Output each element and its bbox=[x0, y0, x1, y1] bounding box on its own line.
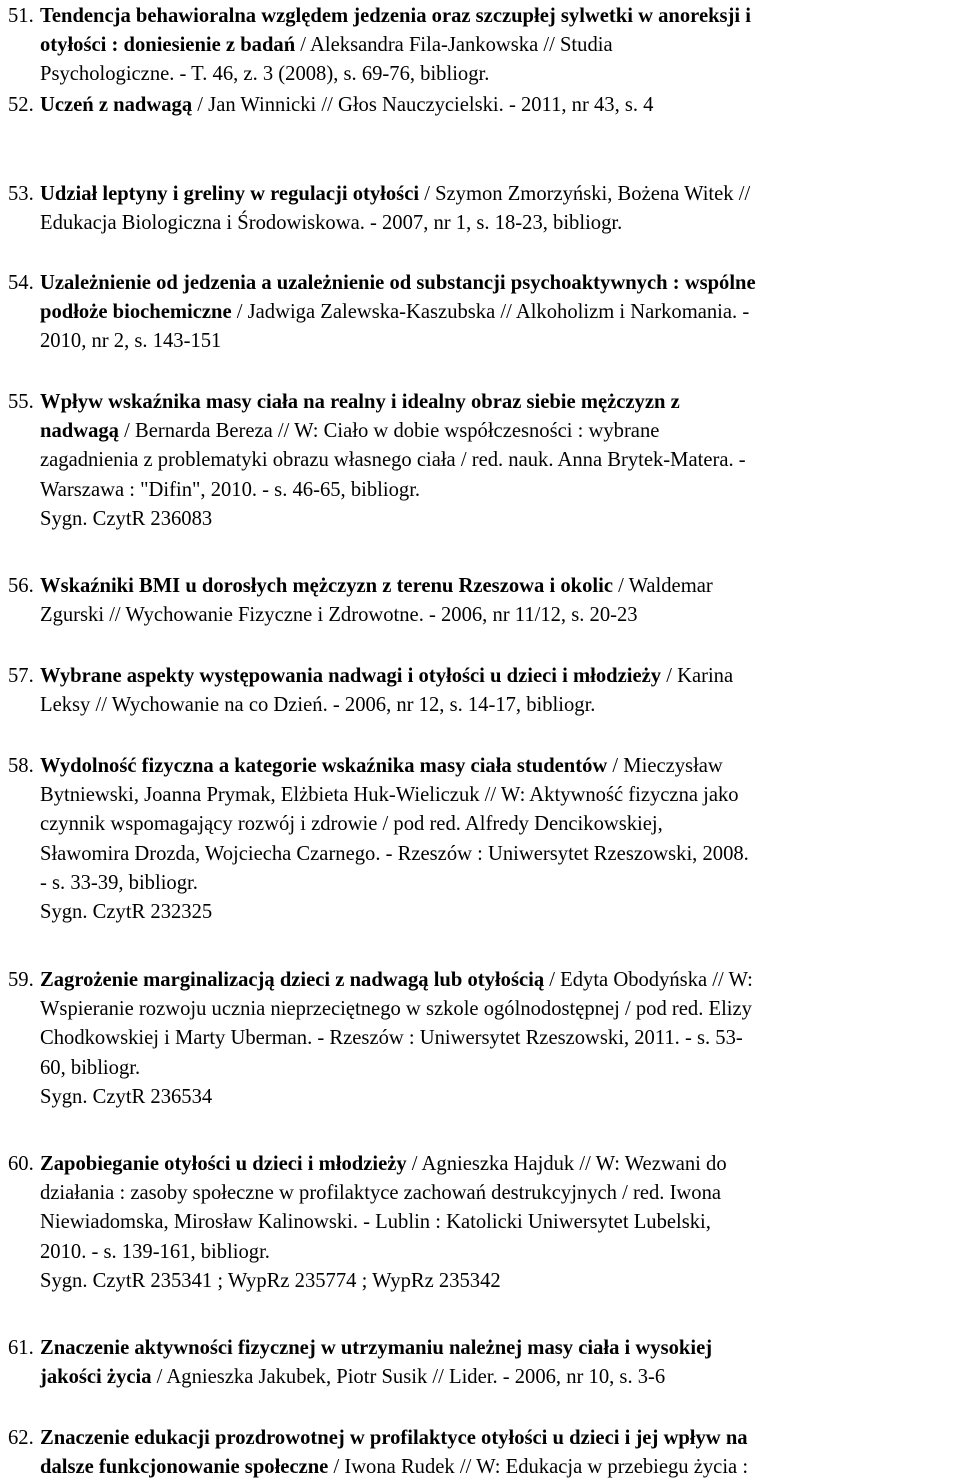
entry-line bbox=[8, 781, 956, 810]
entry-line bbox=[8, 1054, 956, 1083]
entry-number: 58. bbox=[8, 755, 34, 777]
entry-line bbox=[8, 840, 956, 869]
entry-title: Zapobieganie otyłości u dzieci i młodzieży bbox=[40, 1153, 407, 1175]
bibliography-entry bbox=[8, 1424, 956, 1482]
entry-line bbox=[8, 869, 956, 898]
entry-line bbox=[8, 752, 956, 781]
entry-line bbox=[8, 446, 956, 475]
entry-details: Sygn. CzytR 235341 ; WypRz 235774 ; WypRz 235342 bbox=[40, 1269, 501, 1292]
entry-line bbox=[8, 2, 956, 31]
entry-line bbox=[8, 1179, 956, 1208]
entry-details: 60, bibliogr. bbox=[40, 1056, 141, 1079]
entry-details: Wspieranie rozwoju ucznia nieprzeciętnego w szkole ogólnodostępnej / pod red. Elizy bbox=[40, 998, 752, 1021]
entry-details: Leksy // Wychowanie na co Dzień. - 2006, nr 12, s. 14-17, bibliogr. bbox=[40, 694, 596, 717]
entry-details: / Jan Winnicki // Głos Nauczycielski. - 2011, nr 43, s. 4 bbox=[192, 94, 654, 116]
entry-title: Wpływ wskaźnika masy ciała na realny i idealny obraz siebie mężczyzn z bbox=[40, 391, 680, 413]
entry-number: 51. bbox=[8, 5, 34, 27]
entry-line bbox=[8, 60, 956, 89]
entry-line bbox=[8, 1150, 956, 1179]
entry-line bbox=[8, 1424, 956, 1453]
entry-line bbox=[8, 417, 956, 446]
entry-details: Edukacja Biologiczna i Środowiskowa. - 2007, nr 1, s. 18-23, bibliogr. bbox=[40, 212, 623, 235]
bibliography-entry bbox=[8, 269, 956, 357]
bibliography-entry bbox=[8, 1334, 956, 1392]
entry-details: / Waldemar bbox=[612, 575, 713, 597]
entry-line bbox=[8, 691, 956, 720]
entry-details: działania : zasoby społeczne w profilaktyce zachowań destrukcyjnych / red. Iwona bbox=[40, 1182, 722, 1205]
entry-line bbox=[8, 810, 956, 839]
entry-title: Uczeń z nadwagą bbox=[40, 94, 193, 116]
entry-details: Bytniewski, Joanna Prymak, Elżbieta Huk-Wieliczuk // W: Aktywność fizyczna jako bbox=[40, 784, 739, 807]
entry-details: Zgurski // Wychowanie Fizyczne i Zdrowotne. - 2006, nr 11/12, s. 20-23 bbox=[40, 604, 638, 627]
entry-title: Wydolność fizyczna a kategorie wskaźnika masy ciała studentów bbox=[40, 755, 608, 777]
entry-number: 57. bbox=[8, 665, 34, 687]
entry-line bbox=[8, 1453, 956, 1482]
entry-details: 2010, nr 2, s. 143-151 bbox=[40, 330, 222, 353]
entry-line bbox=[8, 601, 956, 630]
bibliography-entry bbox=[8, 2, 956, 90]
entry-details: / Edyta Obodyńska // W: bbox=[544, 969, 753, 991]
entry-title: Wybrane aspekty występowania nadwagi i otyłości u dzieci i młodzieży bbox=[40, 665, 662, 687]
entry-title: Zagrożenie marginalizacją dzieci z nadwagą lub otyłością bbox=[40, 969, 545, 991]
entry-title: podłoże biochemiczne bbox=[40, 301, 232, 324]
entry-line bbox=[8, 505, 956, 534]
entry-line bbox=[8, 1208, 956, 1237]
entry-details: - s. 33-39, bibliogr. bbox=[40, 871, 198, 894]
bibliography-entry bbox=[8, 966, 956, 1112]
entry-details: / Agnieszka Jakubek, Piotr Susik // Lider. - 2006, nr 10, s. 3-6 bbox=[151, 1366, 666, 1389]
entry-number: 56. bbox=[8, 575, 34, 597]
entry-line bbox=[8, 662, 956, 691]
entry-details: Sygn. CzytR 236534 bbox=[40, 1085, 213, 1108]
entry-line bbox=[8, 1267, 956, 1296]
entry-details: czynnik wspomagający rozwój i zdrowie / pod red. Alfredy Dencikowskiej, bbox=[40, 813, 663, 836]
entry-details: Sławomira Drozda, Wojciecha Czarnego. - Rzeszów : Uniwersytet Rzeszowski, 2008. bbox=[40, 842, 749, 865]
entry-line bbox=[8, 209, 956, 238]
bibliography-entry bbox=[8, 1150, 956, 1296]
bibliography-entry bbox=[8, 662, 956, 720]
entry-line bbox=[8, 898, 956, 927]
entry-line bbox=[8, 1083, 956, 1112]
entry-details: / Aleksandra Fila-Jankowska // Studia bbox=[295, 34, 613, 57]
entry-line bbox=[8, 269, 956, 298]
entry-number: 59. bbox=[8, 969, 34, 991]
bibliography-entry bbox=[8, 752, 956, 927]
entry-title: Znaczenie aktywności fizycznej w utrzymaniu należnej masy ciała i wysokiej bbox=[40, 1337, 713, 1359]
entry-line bbox=[8, 995, 956, 1024]
entry-title: Znaczenie edukacji prozdrowotnej w profilaktyce otyłości u dzieci i jej wpływ na bbox=[40, 1427, 748, 1449]
entry-details: / Karina bbox=[661, 665, 734, 687]
bibliography-entry bbox=[8, 180, 956, 238]
entry-details: / Jadwiga Zalewska-Kaszubska // Alkoholizm i Narkomania. - bbox=[231, 301, 750, 324]
entry-line bbox=[8, 572, 956, 601]
entry-line bbox=[8, 31, 956, 60]
entry-details: 2010. - s. 139-161, bibliogr. bbox=[40, 1240, 270, 1263]
entry-line bbox=[8, 327, 956, 356]
entry-line bbox=[8, 388, 956, 417]
entry-line bbox=[8, 180, 956, 209]
entry-details: / Iwona Rudek // W: Edukacja w przebiegu życia : bbox=[328, 1456, 749, 1479]
entry-line bbox=[8, 1238, 956, 1267]
entry-details: Sygn. CzytR 236083 bbox=[40, 507, 213, 530]
entry-details: / Agnieszka Hajduk // W: Wezwani do bbox=[406, 1153, 727, 1175]
entry-number: 53. bbox=[8, 183, 34, 205]
entry-number: 62. bbox=[8, 1427, 34, 1449]
entry-number: 55. bbox=[8, 391, 34, 413]
entry-title: otyłości : doniesienie z badań bbox=[40, 34, 296, 57]
entry-line bbox=[8, 1334, 956, 1363]
entry-line bbox=[8, 966, 956, 995]
entry-line bbox=[8, 476, 956, 505]
entry-title: Wskaźniki BMI u dorosłych mężczyzn z terenu Rzeszowa i okolic bbox=[40, 575, 613, 597]
entry-title: jakości życia bbox=[40, 1366, 152, 1389]
entry-title: Tendencja behawioralna względem jedzenia oraz szczupłej sylwetki w anoreksji i bbox=[40, 5, 751, 27]
entry-title: dalsze funkcjonowanie społeczne bbox=[40, 1456, 329, 1479]
entry-line bbox=[8, 1363, 956, 1392]
entry-title: nadwagą bbox=[40, 420, 119, 443]
bibliography-entry bbox=[8, 388, 956, 534]
entry-details: Niewiadomska, Mirosław Kalinowski. - Lublin : Katolicki Uniwersytet Lubelski, bbox=[40, 1211, 711, 1234]
entry-title: Uzależnienie od jedzenia a uzależnienie od substancji psychoaktywnych : wspólne bbox=[40, 272, 756, 294]
entry-line bbox=[8, 91, 956, 120]
entry-details: / Szymon Zmorzyński, Bożena Witek // bbox=[419, 183, 751, 205]
entry-details: Warszawa : "Difin", 2010. - s. 46-65, bibliogr. bbox=[40, 478, 421, 501]
bibliography-entry bbox=[8, 572, 956, 630]
entry-details: zagadnienia z problematyki obrazu własnego ciała / red. nauk. Anna Brytek-Matera. - bbox=[40, 449, 746, 472]
entry-number: 61. bbox=[8, 1337, 34, 1359]
entry-line bbox=[8, 298, 956, 327]
entry-title: Udział leptyny i greliny w regulacji otyłości bbox=[40, 183, 420, 205]
bibliography-entry bbox=[8, 91, 956, 120]
entry-details: Chodkowskiej i Marty Uberman. - Rzeszów : Uniwersytet Rzeszowski, 2011. - s. 53- bbox=[40, 1027, 743, 1050]
entry-number: 54. bbox=[8, 272, 34, 294]
entry-details: / Mieczysław bbox=[607, 755, 723, 777]
entry-details: / Bernarda Bereza // W: Ciało w dobie współczesności : wybrane bbox=[118, 420, 660, 443]
entry-number: 60. bbox=[8, 1153, 34, 1175]
entry-details: Sygn. CzytR 232325 bbox=[40, 900, 213, 923]
entry-line bbox=[8, 1024, 956, 1053]
entry-number: 52. bbox=[8, 94, 34, 116]
entry-details: Psychologiczne. - T. 46, z. 3 (2008), s. 69-76, bibliogr. bbox=[40, 63, 490, 86]
